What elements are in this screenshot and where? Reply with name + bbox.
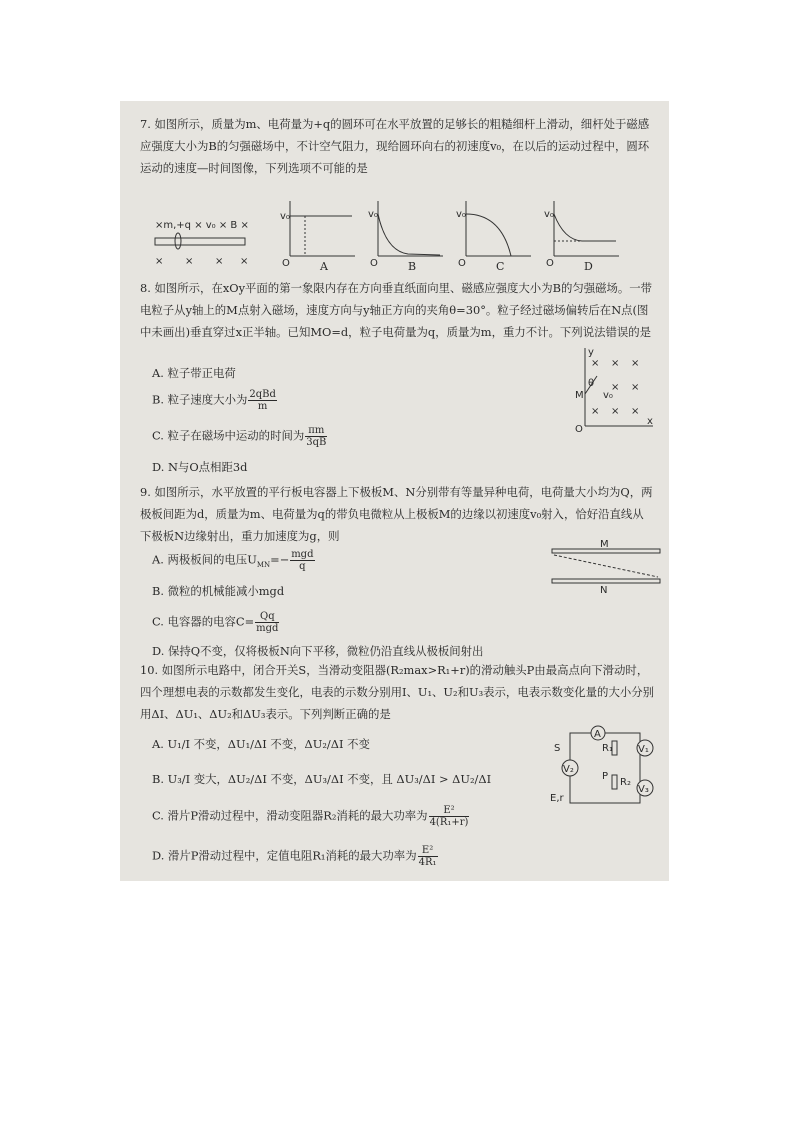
svg-text:v₀: v₀ — [544, 209, 554, 220]
graph-c — [456, 196, 536, 271]
question-9-stem: 9. 如图所示，水平放置的平行板电容器上下极板M、N分别带有等量异种电荷，电荷量大小均为Q，两极板间距为d，质量为m、电荷量为q的带负电微粒从上极板M的边缘以初速度v₀射入，恰好沿直线从下极板N边缘射出，重力加速度为g，则 — [140, 485, 653, 543]
graph-d — [544, 196, 624, 271]
q10-option-a: A. U₁/I 不变，ΔU₁/ΔI 不变，ΔU₂/ΔI 不变 — [152, 737, 370, 751]
graph-b — [368, 196, 448, 271]
magnetic-field-quadrant-figure — [575, 346, 655, 435]
svg-text:O: O — [546, 258, 554, 269]
exam-photo — [120, 101, 669, 881]
graph-c-label: C — [496, 260, 505, 273]
svg-text:×: × — [591, 358, 600, 369]
question-10 — [140, 659, 655, 725]
svg-text:O: O — [575, 424, 583, 435]
q9-option-b: B. 微粒的机械能减小mgd — [152, 584, 285, 598]
svg-text:V₃: V₃ — [638, 784, 649, 795]
svg-text:×: × — [215, 256, 224, 267]
svg-text:x: x — [647, 416, 653, 427]
svg-text:×: × — [155, 256, 164, 267]
q10-option-b: B. U₃/I 变大，ΔU₂/ΔI 不变，ΔU₃/ΔI 不变，且 ΔU₃/ΔI > ΔU₂/ΔI — [152, 772, 492, 786]
question-8-stem: 8. 如图所示，在xOy平面的第一象限内存在方向垂直纸面向里、磁感应强度大小为B的匀强磁场。一带电粒子从y轴上的M点射入磁场，速度方向与y轴正方向的夹角θ=30°。粒子经过磁场偏转后在N点(图中未画出)垂直穿过x正半轴。已知MO=d，粒子电荷量为q，质量为m，重力不计。下列说法错误的是 — [140, 281, 653, 339]
svg-text:O: O — [458, 258, 466, 269]
svg-text:S: S — [554, 743, 561, 754]
svg-text:v₀: v₀ — [280, 211, 290, 222]
svg-text:V₂: V₂ — [563, 764, 574, 775]
svg-text:R₂: R₂ — [620, 777, 631, 788]
q8-option-d: D. N与O点相距3d — [152, 460, 248, 474]
svg-text:v₀: v₀ — [368, 209, 378, 220]
ring-on-rod-figure — [150, 216, 250, 266]
question-7 — [140, 113, 655, 179]
graph-a — [280, 196, 360, 271]
svg-text:×: × — [611, 406, 620, 417]
svg-text:P: P — [602, 771, 609, 782]
svg-text:v₀: v₀ — [456, 209, 466, 220]
svg-text:×: × — [611, 382, 620, 393]
graph-a-label: A — [320, 260, 328, 273]
q9-option-a: A. 两极板间的电压$U_{MN}=-$ $\frac{\text{mgd}}{q}$ — [152, 549, 314, 572]
graph-b-label: B — [408, 260, 417, 273]
svg-text:×: × — [631, 358, 640, 369]
question-10-stem: 10. 如图所示电路中，闭合开关S，当滑动变阻器(R₂max>R₁+r)的滑动触头P由最高点向下滑动时，四个理想电表的示数都发生变化，电表的示数分别用I、U₁、U₂和U₃表示，电表示数变化量的大小分别用ΔI、ΔU₁、ΔU₂和ΔU₃表示。下列判断正确的是 — [140, 663, 655, 721]
svg-text:×: × — [185, 256, 194, 267]
q9-option-d: D. 保持Q不变，仅将极板N向下平移，微粒仍沿直线从极板间射出 — [152, 644, 484, 658]
q8-option-b: B. 粒子速度大小为 $\frac{\text{2qBd}}{m}$ — [152, 389, 276, 412]
svg-text:E,r: E,r — [550, 793, 564, 804]
q8-option-a: A. 粒子带正电荷 — [152, 366, 236, 380]
svg-text:×: × — [631, 382, 640, 393]
question-8 — [140, 277, 655, 343]
graph-d-label: D — [584, 260, 593, 273]
capacitor-figure — [550, 539, 665, 596]
svg-text:×: × — [631, 406, 640, 417]
q10-option-c: C. 滑片P滑动过程中，滑动变阻器R₂消耗的最大功率为 $\frac{\text{E²}}{\text{4(R₁+r)}}$ — [152, 805, 469, 828]
svg-text:N: N — [600, 585, 608, 596]
svg-text:v₀: v₀ — [603, 390, 613, 401]
svg-text:M: M — [575, 390, 584, 401]
svg-text:×: × — [240, 256, 249, 267]
svg-text:×: × — [611, 358, 620, 369]
circuit-figure — [550, 723, 655, 813]
svg-text:×: × — [591, 406, 600, 417]
svg-text:O: O — [282, 258, 290, 269]
q10-option-d: D. 滑片P滑动过程中，定值电阻R₁消耗的最大功率为 $\frac{\text{E²}}{\text{4R₁}}$ — [152, 845, 437, 868]
svg-text:M: M — [600, 539, 609, 550]
svg-text:V₁: V₁ — [638, 744, 649, 755]
svg-text:O: O — [370, 258, 378, 269]
svg-text:R₁: R₁ — [602, 743, 613, 754]
question-7-stem: 7. 如图所示，质量为m、电荷量为+q的圆环可在水平放置的足够长的粗糙细杆上滑动，细杆处于磁感应强度大小为B的匀强磁场中，不计空气阻力，现给圆环向右的初速度v₀，在以后的运动过程中，圆环运动的速度—时间图像，下列选项不可能的是 — [140, 117, 650, 175]
svg-text:θ: θ — [588, 378, 595, 389]
svg-text:y: y — [588, 347, 594, 358]
ring-figure-label: ×m,+q × v₀ × B × — [155, 220, 249, 231]
svg-text:A: A — [594, 729, 601, 740]
q9-option-c: C. 电容器的电容C= $\frac{Qq}{\text{mgd}}$ — [152, 611, 279, 634]
q8-option-c: C. 粒子在磁场中运动的时间为 $\frac{\pi m}{3qB}$ — [152, 425, 327, 448]
question-9 — [140, 481, 655, 547]
